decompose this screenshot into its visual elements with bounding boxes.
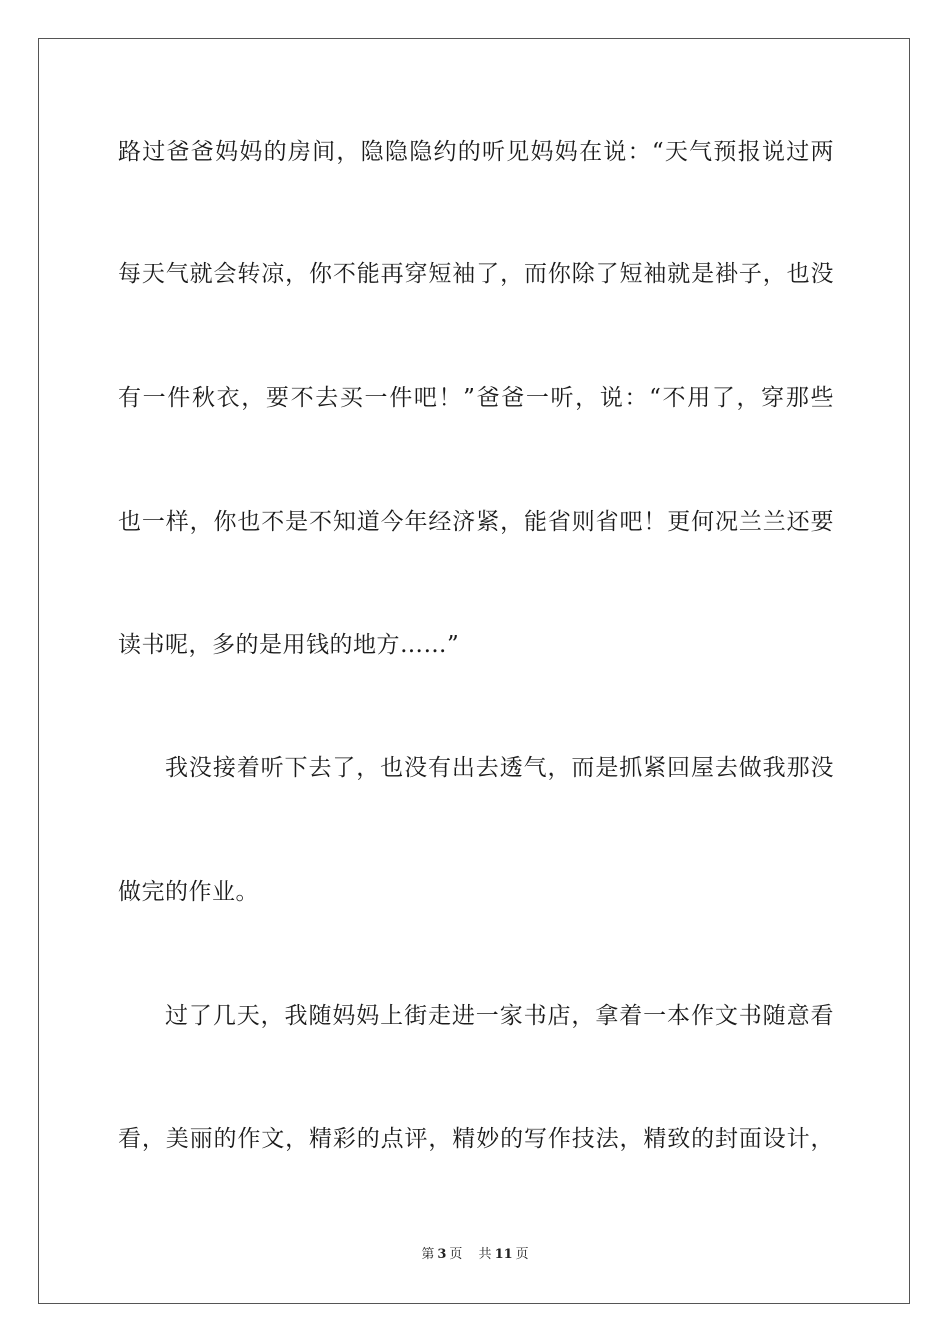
page-footer <box>0 1246 950 1264</box>
total-pages: 11 <box>494 1247 513 1262</box>
page-prefix: 第 <box>421 1247 435 1262</box>
paragraph-line: 过了几天，我随妈妈上街走进一家书店，拿着一本作文书随意看 <box>165 1003 834 1029</box>
paragraph-line: 也一样，你也不是不知道今年经济紧，能省则省吧！更何况兰兰还要 <box>118 509 834 535</box>
paragraph-line: 读书呢，多的是用钱的地方……” <box>118 632 460 658</box>
paragraph-line: 我没接着听下去了，也没有出去透气，而是抓紧回屋去做我那没 <box>165 755 834 781</box>
page-border <box>38 38 910 1304</box>
paragraph-line: 路过爸爸妈妈的房间，隐隐隐约的听见妈妈在说：“天气预报说过两 <box>118 139 834 165</box>
page-indicator <box>418 1247 465 1262</box>
total-prefix: 共 <box>478 1247 492 1262</box>
paragraph-line: 做完的作业。 <box>118 879 259 905</box>
page-suffix: 页 <box>449 1247 463 1262</box>
total-suffix: 页 <box>515 1247 529 1262</box>
paragraph-line: 有一件秋衣，要不去买一件吧！”爸爸一听，说：“不用了，穿那些 <box>118 385 834 411</box>
paragraph-line: 看，美丽的作文，精彩的点评，精妙的写作技法，精致的封面设计， <box>118 1126 834 1152</box>
page-number: 3 <box>437 1247 447 1262</box>
paragraph-line: 每天气就会转凉，你不能再穿短袖了，而你除了短袖就是褂子，也没 <box>118 261 834 287</box>
total-indicator <box>476 1247 532 1262</box>
